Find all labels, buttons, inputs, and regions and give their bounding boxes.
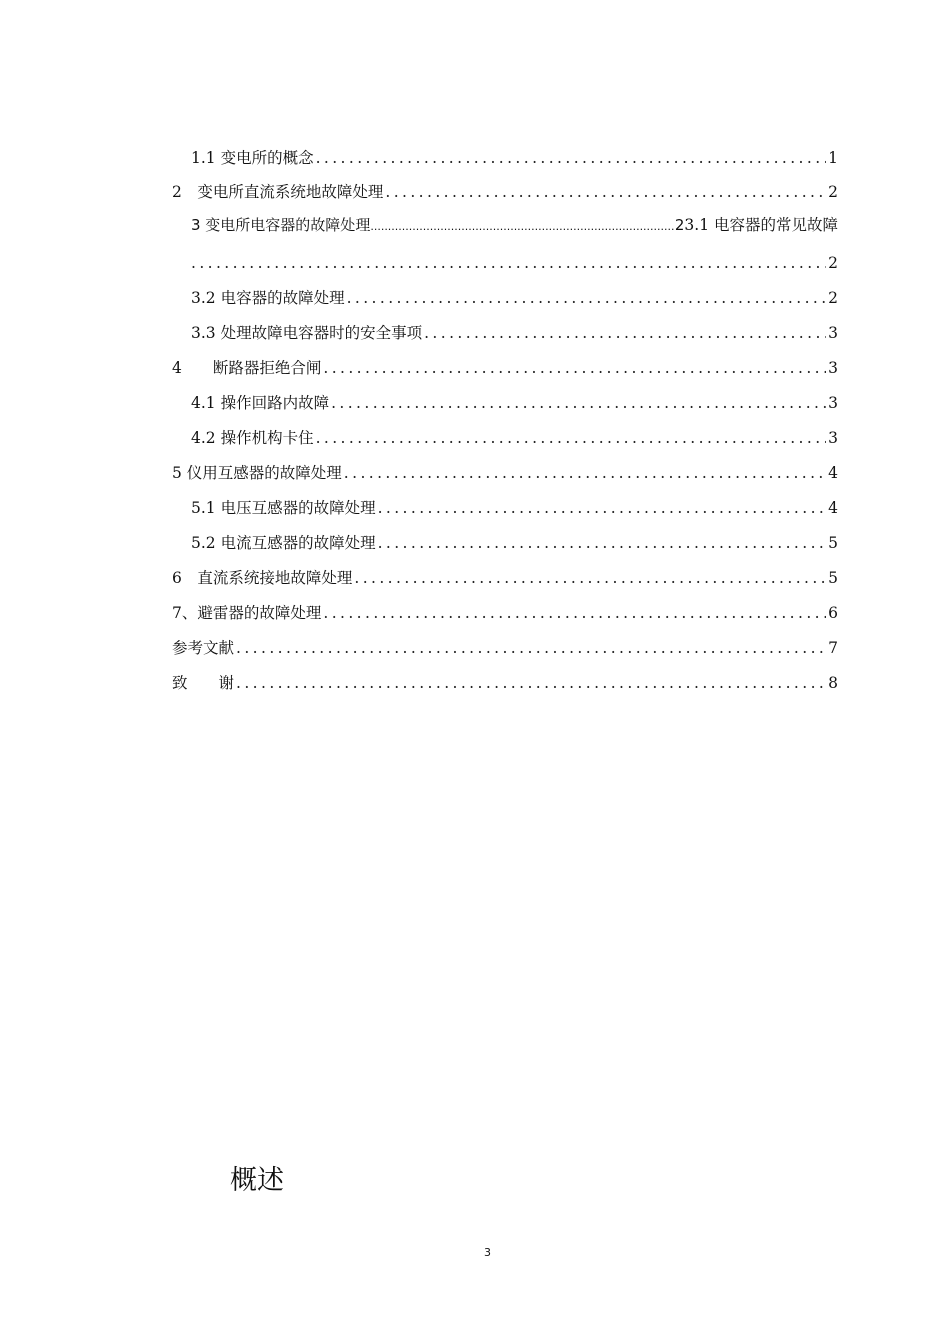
toc-title: 2 变电所直流系统地故障处理 — [172, 183, 384, 201]
toc-entry-3-3 — [191, 321, 838, 345]
toc-leader-dots — [385, 180, 826, 204]
toc-entry-5 — [172, 461, 838, 485]
toc-title: 5.2 电流互感器的故障处理 — [191, 534, 376, 552]
toc-leader-dots — [378, 496, 827, 520]
toc-entry-3-merged — [191, 213, 838, 237]
toc-page-number: 2 — [828, 254, 838, 272]
toc-leader-dots — [354, 566, 826, 590]
toc-entry-2 — [172, 180, 838, 204]
toc-page-number: 3 — [828, 324, 838, 342]
toc-title: 3.1 电容器的常见故障 — [684, 216, 838, 234]
toc-page-number: 5 — [828, 534, 838, 552]
toc-title: 4.2 操作机构卡住 — [191, 429, 314, 447]
toc-page-number: 8 — [828, 674, 838, 692]
toc-page-number: 2 — [674, 216, 685, 234]
toc-page-number: 6 — [828, 604, 838, 622]
section-heading: 概述 — [230, 1165, 284, 1196]
toc-entry-5-1 — [191, 496, 838, 520]
toc-leader-dots — [323, 356, 826, 380]
toc-leader-dots — [347, 286, 827, 310]
toc-title: 6 直流系统接地故障处理 — [172, 569, 353, 587]
toc-title: 5.1 电压互感器的故障处理 — [191, 499, 376, 517]
toc-page-number: 1 — [828, 149, 838, 167]
toc-leader-dots — [344, 461, 826, 485]
toc-entry-4-2 — [191, 426, 838, 450]
toc-title: 1.1 变电所的概念 — [191, 149, 314, 167]
toc-page-number: 2 — [828, 289, 838, 307]
toc-title: 致 谢 — [172, 674, 235, 692]
page-number: 3 — [484, 1246, 491, 1259]
toc-entry-acknowledgements — [172, 671, 838, 695]
toc-entry-6 — [172, 566, 838, 590]
toc-entry-4 — [172, 356, 838, 380]
toc-title: 4 断路器拒绝合闸 — [172, 359, 322, 377]
toc-page-number: 5 — [828, 569, 838, 587]
toc-page-number: 3 — [828, 429, 838, 447]
toc-title: 参考文献 — [172, 639, 235, 657]
toc-entry-3-2 — [191, 286, 838, 310]
toc-leader-dots — [323, 601, 826, 625]
toc-page-number: 3 — [828, 359, 838, 377]
toc-leader-dots — [370, 215, 675, 239]
toc-leader-dots — [331, 391, 826, 415]
toc-title: 5 仪用互感器的故障处理 — [172, 464, 342, 482]
toc-leader-dots — [191, 251, 826, 275]
toc-entry-4-1 — [191, 391, 838, 415]
toc-title: 3.2 电容器的故障处理 — [191, 289, 345, 307]
toc-page-number: 7 — [828, 639, 838, 657]
toc-title: 3.3 处理故障电容器时的安全事项 — [191, 324, 423, 342]
toc-entry-7 — [172, 601, 838, 625]
toc-entry-5-2 — [191, 531, 838, 555]
toc-leader-dots — [236, 636, 826, 660]
toc-title: 3 变电所电容器的故障处理 — [191, 216, 371, 234]
toc-page-number: 2 — [828, 183, 838, 201]
toc-page-number: 3 — [828, 394, 838, 412]
toc-title: 4.1 操作回路内故障 — [191, 394, 330, 412]
toc-page-number: 4 — [828, 464, 838, 482]
toc-leader-dots — [316, 146, 827, 170]
toc-entry-1-1 — [191, 146, 838, 170]
toc-leader-dots — [236, 671, 826, 695]
toc-leader-dots — [424, 321, 826, 345]
toc-leader-dots — [316, 426, 827, 450]
toc-title: 7、避雷器的故障处理 — [172, 604, 322, 622]
toc-entry-references — [172, 636, 838, 660]
toc-leader-dots — [378, 531, 827, 555]
toc-page-number: 4 — [828, 499, 838, 517]
toc-entry-3-1-continuation — [191, 251, 838, 275]
